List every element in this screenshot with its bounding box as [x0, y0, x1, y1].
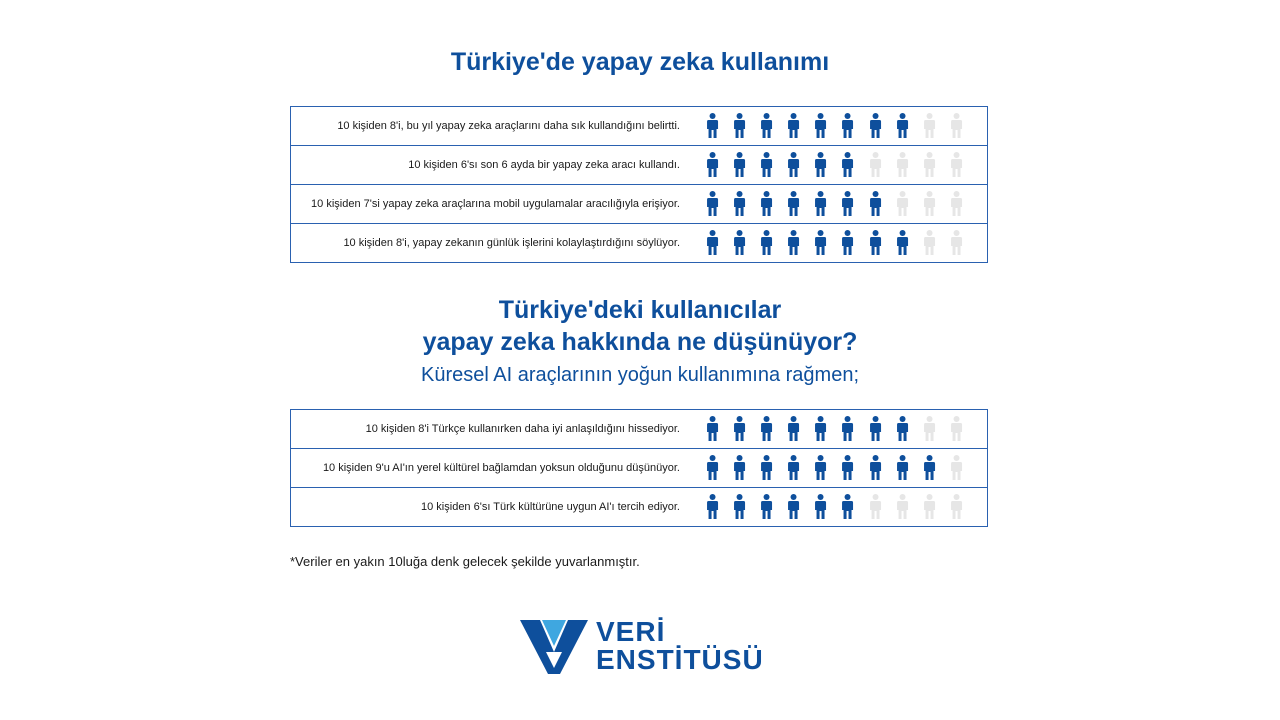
person-pictogram — [699, 493, 970, 521]
person-icon-filled — [807, 493, 834, 521]
person-icon-filled — [834, 493, 861, 521]
person-icon-filled — [726, 112, 753, 140]
logo-text-line2: ENSTİTÜSÜ — [596, 644, 764, 675]
person-icon-filled — [889, 454, 916, 482]
person-icon-filled — [753, 112, 780, 140]
table-row — [291, 449, 987, 488]
person-icon-filled — [726, 229, 753, 257]
person-icon-filled — [862, 229, 889, 257]
person-icon-filled — [807, 190, 834, 218]
rounding-footnote: *Veriler en yakın 10luğa denk gelecek şekilde yuvarlanmıştır. — [290, 554, 640, 569]
person-icon-empty — [943, 151, 970, 179]
person-icon-filled — [780, 190, 807, 218]
person-icon-filled — [753, 151, 780, 179]
logo-text-line1: VERİ — [596, 616, 666, 647]
row-label: 10 kişiden 7'si yapay zeka araçlarına mobil uygulamalar aracılığıyla erişiyor. — [311, 198, 680, 210]
person-icon-filled — [834, 229, 861, 257]
person-icon-filled — [807, 112, 834, 140]
person-pictogram — [699, 151, 970, 179]
person-icon-empty — [916, 112, 943, 140]
person-pictogram — [699, 454, 970, 482]
person-icon-empty — [889, 151, 916, 179]
person-icon-filled — [699, 493, 726, 521]
person-icon-empty — [862, 151, 889, 179]
person-icon-filled — [834, 112, 861, 140]
person-icon-filled — [889, 415, 916, 443]
person-icon-empty — [916, 493, 943, 521]
row-label: 10 kişiden 8'i Türkçe kullanırken daha iyi anlaşıldığını hissediyor. — [365, 423, 680, 435]
person-icon-filled — [862, 190, 889, 218]
person-icon-filled — [834, 454, 861, 482]
person-icon-filled — [807, 151, 834, 179]
person-pictogram — [699, 190, 970, 218]
person-icon-filled — [780, 493, 807, 521]
chart-subtitle: Küresel AI araçlarının yoğun kullanımına rağmen; — [420, 364, 860, 386]
table-row — [291, 410, 987, 449]
person-icon-filled — [753, 190, 780, 218]
person-icon-filled — [699, 229, 726, 257]
logo-mark-icon — [520, 616, 588, 676]
opinion-table — [290, 409, 988, 527]
person-icon-filled — [889, 112, 916, 140]
row-label: 10 kişiden 8'i, bu yıl yapay zeka araçlarını daha sık kullandığını belirtti. — [337, 120, 680, 132]
person-icon-filled — [834, 151, 861, 179]
person-icon-filled — [699, 190, 726, 218]
row-label: 10 kişiden 8'i, yapay zekanın günlük işlerini kolaylaştırdığını söylüyor. — [343, 237, 680, 249]
person-icon-filled — [862, 112, 889, 140]
person-icon-filled — [916, 454, 943, 482]
person-icon-filled — [726, 454, 753, 482]
person-icon-empty — [916, 229, 943, 257]
person-pictogram — [699, 229, 970, 257]
person-icon-filled — [862, 454, 889, 482]
person-icon-filled — [753, 493, 780, 521]
table-row — [291, 185, 987, 224]
person-icon-filled — [753, 454, 780, 482]
row-label: 10 kişiden 6'sı son 6 ayda bir yapay zeka aracı kullandı. — [408, 159, 680, 171]
person-icon-filled — [780, 415, 807, 443]
person-icon-filled — [699, 112, 726, 140]
row-label: 10 kişiden 6'sı Türk kültürüne uygun AI'ı tercih ediyor. — [421, 501, 680, 513]
person-icon-empty — [916, 151, 943, 179]
chart-title-usage: Türkiye'de yapay zeka kullanımı — [450, 48, 830, 76]
person-pictogram — [699, 112, 970, 140]
table-row — [291, 224, 987, 262]
person-icon-filled — [807, 415, 834, 443]
person-icon-filled — [726, 415, 753, 443]
person-icon-empty — [862, 493, 889, 521]
person-icon-empty — [943, 112, 970, 140]
table-row — [291, 488, 987, 526]
person-icon-filled — [780, 151, 807, 179]
person-icon-empty — [943, 415, 970, 443]
table-row — [291, 146, 987, 185]
person-icon-empty — [943, 190, 970, 218]
person-icon-filled — [726, 151, 753, 179]
person-icon-filled — [699, 415, 726, 443]
person-icon-filled — [807, 454, 834, 482]
person-icon-filled — [753, 229, 780, 257]
person-icon-filled — [807, 229, 834, 257]
veri-enstitusu-logo — [520, 614, 770, 678]
person-icon-empty — [943, 229, 970, 257]
person-icon-filled — [699, 151, 726, 179]
person-icon-empty — [889, 493, 916, 521]
person-pictogram — [699, 415, 970, 443]
person-icon-filled — [780, 112, 807, 140]
person-icon-empty — [916, 190, 943, 218]
person-icon-empty — [943, 493, 970, 521]
person-icon-filled — [726, 493, 753, 521]
chart-title-opinion-line2: yapay zeka hakkında ne düşünüyor? — [422, 328, 858, 356]
person-icon-filled — [834, 415, 861, 443]
chart-title-opinion-line1: Türkiye'deki kullanıcılar — [498, 296, 782, 324]
person-icon-filled — [726, 190, 753, 218]
person-icon-empty — [916, 415, 943, 443]
person-icon-filled — [862, 415, 889, 443]
usage-table — [290, 106, 988, 263]
person-icon-empty — [889, 190, 916, 218]
person-icon-filled — [834, 190, 861, 218]
person-icon-filled — [753, 415, 780, 443]
table-row — [291, 107, 987, 146]
person-icon-empty — [943, 454, 970, 482]
person-icon-filled — [780, 229, 807, 257]
person-icon-filled — [780, 454, 807, 482]
person-icon-filled — [889, 229, 916, 257]
row-label: 10 kişiden 9'u AI'ın yerel kültürel bağlamdan yoksun olduğunu düşünüyor. — [322, 462, 680, 474]
person-icon-filled — [699, 454, 726, 482]
